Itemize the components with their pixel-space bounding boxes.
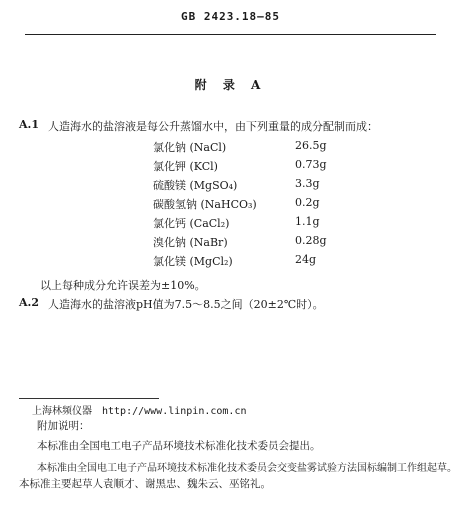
component-name: 氯化镁 (MgCl₂) xyxy=(153,255,233,268)
component-row xyxy=(153,158,383,177)
standard-code: GB 2423.18—85 xyxy=(180,10,281,23)
section-a1-number: A.1 xyxy=(19,118,40,131)
footer-publisher-line xyxy=(32,402,247,417)
component-row xyxy=(153,177,383,196)
component-row xyxy=(153,139,383,158)
footer-rule xyxy=(19,398,159,399)
component-amount: 0.28g xyxy=(295,234,327,247)
section-a2-number: A.2 xyxy=(19,296,40,309)
component-row xyxy=(153,234,383,253)
note-drafter: 本标准由全国电工电子产品环境技术标准化技术委员会交变盐雾试验方法国标编制工作组起草。 xyxy=(37,463,457,474)
component-row xyxy=(153,196,383,215)
appendix-title: 附 录 A xyxy=(194,78,267,92)
section-a1-text: 人造海水的盐溶液是每公升蒸馏水中，由下列重量的成分配制而成： xyxy=(48,120,378,133)
section-a2-text: 人造海水的盐溶液pH值为7.5～8.5之间（20±2℃时）。 xyxy=(48,298,324,311)
component-name: 碳酸氢钠 (NaHCO₃) xyxy=(153,198,257,211)
component-amount: 26.5g xyxy=(295,139,327,152)
publisher-url: http://www.linpin.com.cn xyxy=(102,406,247,417)
component-row xyxy=(153,215,383,234)
publisher-name: 上海林频仪器 xyxy=(32,406,92,417)
component-amount: 24g xyxy=(295,253,317,266)
component-row xyxy=(153,253,383,272)
component-name: 氯化钾 (KCl) xyxy=(153,160,218,173)
component-table xyxy=(153,139,383,272)
component-amount: 3.3g xyxy=(295,177,320,190)
note-proposer: 本标准由全国电工电子产品环境技术标准化技术委员会提出。 xyxy=(37,440,321,452)
component-amount: 0.73g xyxy=(295,158,327,171)
note-authors: 本标准主要起草人袁顺才、谢黑忠、魏朱云、巫铭礼。 xyxy=(19,478,271,490)
component-name: 溴化钠 (NaBr) xyxy=(153,236,228,249)
tolerance-note: 以上每种成分允许误差为±10%。 xyxy=(40,279,206,292)
header-rule xyxy=(25,34,436,35)
component-name: 氯化钠 (NaCl) xyxy=(153,141,227,154)
notes-heading: 附加说明： xyxy=(37,420,90,432)
component-amount: 0.2g xyxy=(295,196,320,209)
component-name: 氯化钙 (CaCl₂) xyxy=(153,217,230,230)
component-name: 硫酸镁 (MgSO₄) xyxy=(153,179,238,192)
component-amount: 1.1g xyxy=(295,215,320,228)
